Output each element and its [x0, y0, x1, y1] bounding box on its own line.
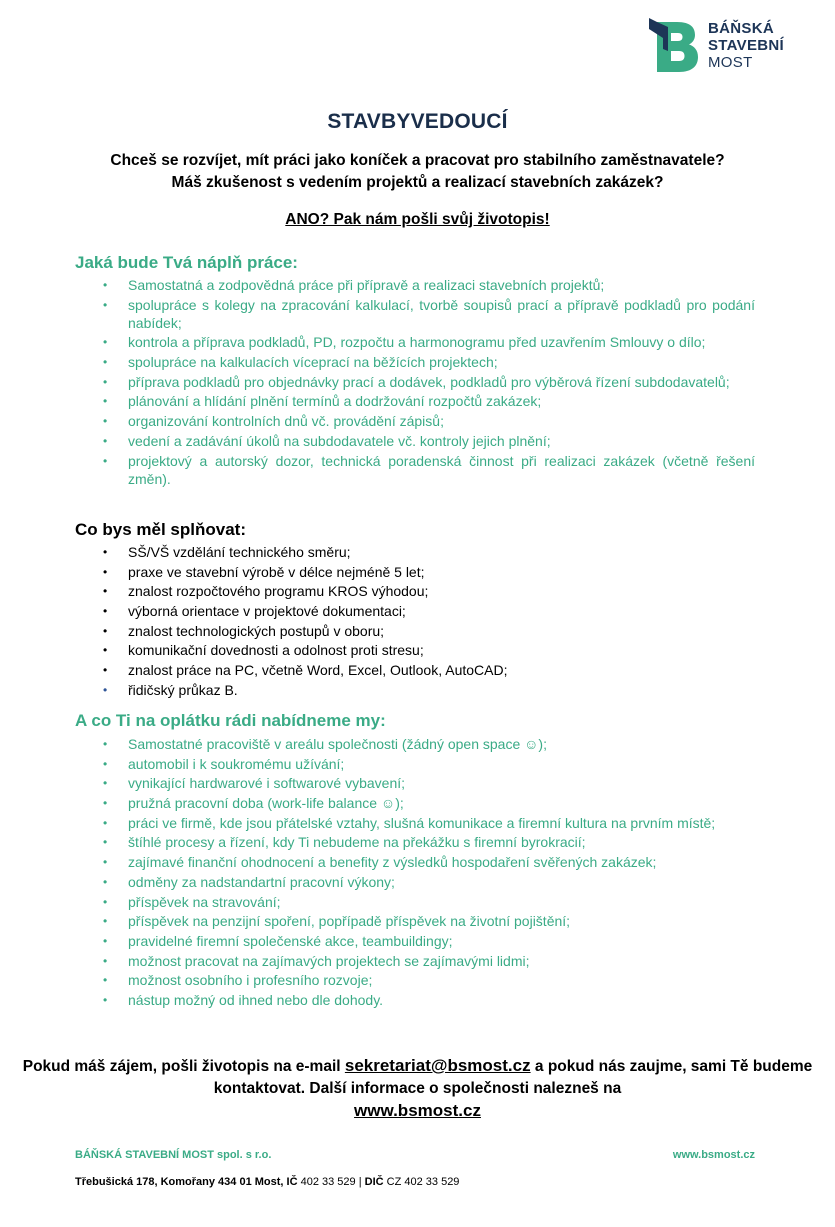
- bullet-icon: •: [103, 953, 108, 968]
- list-item: • znalost práce na PC, včetně Word, Excel, Outlook, AutoCAD;: [103, 662, 508, 679]
- bullet-icon: •: [103, 855, 108, 870]
- bullet-icon: •: [103, 682, 108, 697]
- requirements-heading: Co bys měl splňovat:: [75, 520, 246, 539]
- call-to-action: ANO? Pak nám pošli svůj životopis!: [285, 211, 550, 228]
- logo-line-1: BÁŇSKÁ: [708, 19, 774, 37]
- bullet-icon: •: [103, 643, 108, 658]
- list-item: • příprava podkladů pro objednávky prací a dodávek, podkladů pro výběrová řízení subdodavatelů;: [103, 373, 730, 390]
- bullet-icon: •: [103, 796, 108, 811]
- list-item: • kontrola a příprava podkladů, PD, rozpočtu a harmonogramu před uzavřením Smlouvy o dílo;: [103, 334, 706, 351]
- list-item: • spolupráce s kolegy na zpracování kalkulací, tvorbě soupisů prací a přípravě podkladů pro podání nabídek;: [103, 296, 755, 331]
- list-item: • řidičský průkaz B.: [103, 681, 238, 698]
- bullet-icon: •: [103, 355, 108, 370]
- list-item: • komunikační dovednosti a odolnost proti stresu;: [103, 642, 424, 659]
- list-item: • výborná orientace v projektové dokumentaci;: [103, 603, 406, 620]
- list-item: • štíhlé procesy a řízení, kdy Ti nebudeme na překážku s firemní byrokracií;: [103, 834, 586, 851]
- intro-line-2: Máš zkušenost s vedením projektů a realizací stavebních zakázek?: [171, 174, 664, 191]
- list-item: • plánování a hlídání plnění termínů a dodržování rozpočtů zakázek;: [103, 393, 542, 410]
- list-item: • vedení a zadávání úkolů na subdodavatele vč. kontroly jejich plnění;: [103, 432, 551, 449]
- bullet-icon: •: [103, 756, 108, 771]
- bullet-icon: •: [103, 874, 108, 889]
- bullet-icon: •: [103, 564, 108, 579]
- bullet-icon: •: [103, 545, 108, 559]
- list-item: • Samostatná a zodpovědná práce při přípravě a realizaci stavebních projektů;: [103, 277, 605, 293]
- bullet-icon: •: [103, 414, 108, 429]
- list-item: • možnost osobního i profesního rozvoje;: [103, 972, 373, 989]
- logo-b-icon: [647, 16, 701, 74]
- list-item: • automobil i k soukromému užívání;: [103, 755, 345, 772]
- logo-line-2: STAVEBNÍ: [708, 36, 785, 54]
- list-item: • pravidelné firemní společenské akce, teambuildingy;: [103, 932, 453, 949]
- bullet-icon: •: [103, 992, 108, 1007]
- bullet-icon: •: [103, 914, 108, 929]
- bullet-icon: •: [103, 394, 108, 409]
- bullet-icon: •: [103, 835, 108, 850]
- bullet-icon: •: [103, 297, 108, 312]
- company-logo: [647, 16, 784, 74]
- footer-company-name: BÁŇSKÁ STAVEBNÍ MOST spol. s r.o.: [75, 1149, 272, 1161]
- bullet-icon: •: [103, 776, 108, 791]
- bullet-icon: •: [103, 335, 108, 350]
- benefits-list: [0, 735, 835, 1011]
- list-item: • vynikající hardwarové i softwarové vybavení;: [103, 775, 406, 792]
- bullet-icon: •: [103, 604, 108, 619]
- footer-website[interactable]: www.bsmost.cz: [672, 1149, 755, 1161]
- website-link[interactable]: www.bsmost.cz: [354, 1101, 481, 1120]
- logo-wordmark: [708, 20, 784, 71]
- intro-text: [0, 150, 835, 194]
- email-link[interactable]: sekretariat@bsmost.cz: [344, 1056, 531, 1075]
- list-item: • možnost pracovat na zajímavých projektech se zajímavými lidmi;: [103, 952, 530, 969]
- bullet-icon: •: [103, 973, 108, 988]
- closing-paragraph: Pokud máš zájem, pošli životopis na e-mail sekretariat@bsmost.cz a pokud nás zaujme, sami Tě budeme kontaktovat. Další informace o společnosti nalezneš na www.bsmost.cz: [22, 1056, 813, 1120]
- list-item: • příspěvek na penzijní spoření, popřípadě příspěvek na životní pojištění;: [103, 913, 571, 930]
- bullet-icon: •: [103, 737, 108, 751]
- list-item: • znalost rozpočtového programu KROS výhodou;: [103, 583, 429, 600]
- bullet-icon: •: [103, 278, 108, 292]
- bullet-icon: •: [103, 433, 108, 448]
- page-title: STAVBYVEDOUCÍ: [327, 110, 508, 133]
- list-item: • příspěvek na stravování;: [103, 893, 281, 910]
- list-item: • pružná pracovní doba (work-life balance ☺);: [103, 795, 404, 812]
- list-item: • zajímavé finanční ohodnocení a benefity z výsledků hospodaření svěřených zakázek;: [103, 854, 657, 871]
- bullet-icon: •: [103, 374, 108, 389]
- list-item: • znalost technologických postupů v oboru;: [103, 622, 385, 639]
- list-item: • organizování kontrolních dnů vč. provádění zápisů;: [103, 413, 444, 430]
- list-item: • odměny za nadstandartní pracovní výkony;: [103, 873, 395, 890]
- logo-line-3: MOST: [708, 53, 753, 71]
- bullet-icon: •: [103, 663, 108, 678]
- list-item: • praxe ve stavební výrobě v délce nejméně 5 let;: [103, 563, 425, 580]
- list-item: • projektový a autorský dozor, technická poradenská činnost při realizaci zakázek (včetně řešení změn).: [103, 452, 755, 487]
- requirements-list: [0, 543, 835, 701]
- bullet-icon: •: [103, 453, 108, 468]
- list-item: • spolupráce na kalkulacích víceprací na běžících projektech;: [103, 354, 498, 371]
- bullet-icon: •: [103, 584, 108, 599]
- list-item: • Samostatné pracoviště v areálu společnosti (žádný open space ☺);: [103, 736, 547, 752]
- list-item: • práci ve firmě, kde jsou přátelské vztahy, slušná komunikace a firemní kultura na prvním místě;: [103, 814, 716, 831]
- footer-address: Třebušická 178, Komořany 434 01 Most, IČ 402 33 529 | DIČ CZ 402 33 529: [75, 1176, 460, 1188]
- list-item: • nástup možný od ihned nebo dle dohody.: [103, 991, 384, 1008]
- duties-heading: Jaká bude Tvá náplň práce:: [75, 253, 298, 272]
- benefits-heading: A co Ti na oplátku rádi nabídneme my:: [75, 711, 386, 730]
- list-item: • SŠ/VŠ vzdělání technického směru;: [103, 544, 351, 560]
- bullet-icon: •: [103, 623, 108, 638]
- bullet-icon: •: [103, 815, 108, 830]
- bullet-icon: •: [103, 933, 108, 948]
- bullet-icon: •: [103, 894, 108, 909]
- intro-line-1: Chceš se rozvíjet, mít práci jako koníček a pracovat pro stabilního zaměstnavatele?: [110, 152, 725, 169]
- duties-list: [0, 276, 835, 489]
